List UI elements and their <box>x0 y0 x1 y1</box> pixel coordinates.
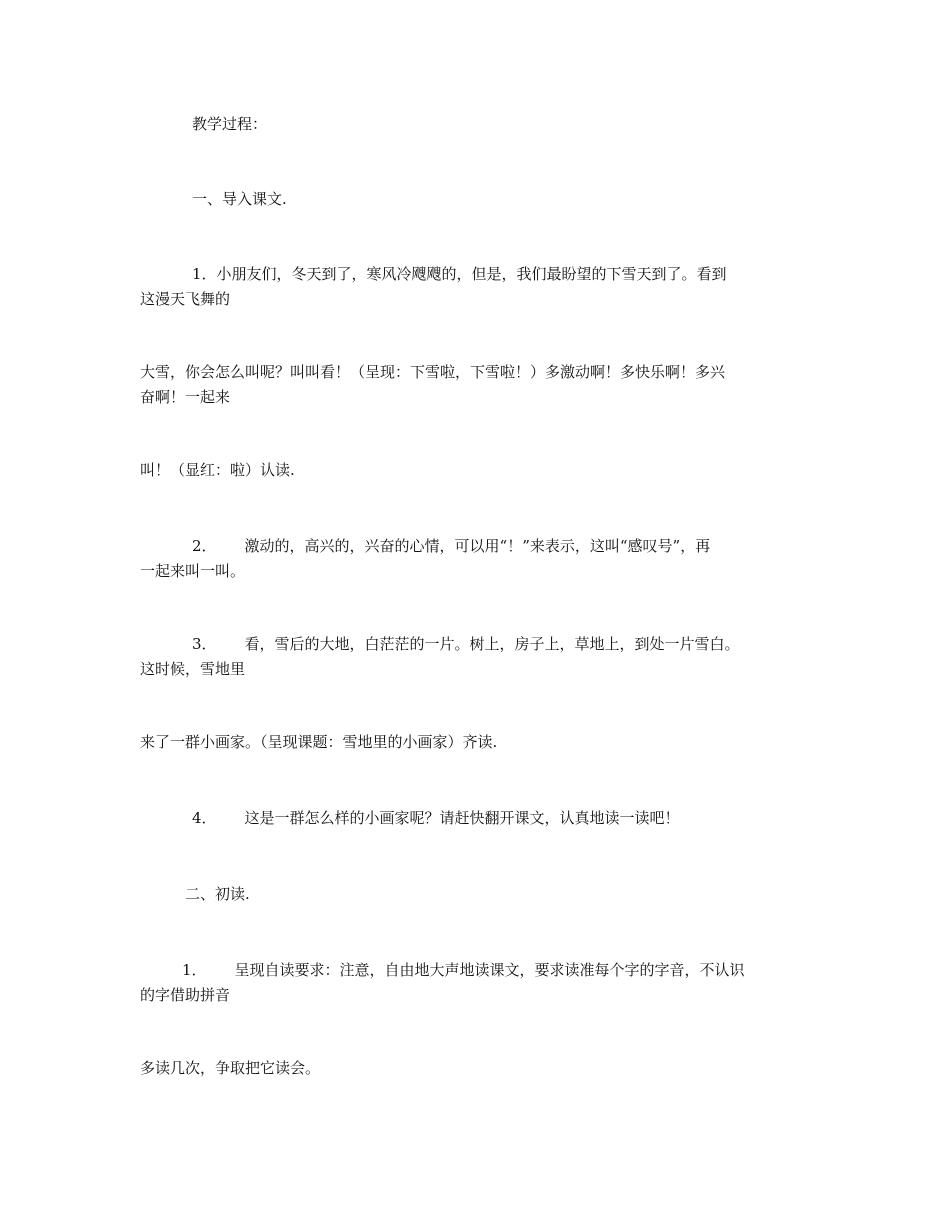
s1-item-2-number: 2． <box>192 537 217 555</box>
s1-item-3-number: 3． <box>192 635 217 653</box>
s1-item-2-text: 激动的，高兴的，兴奋的心情，可以用“！”来表示，这叫“感叹号”，再 <box>244 537 711 555</box>
s1-item-2: 2． 激动的，高兴的，兴奋的心情，可以用“！”来表示，这叫“感叹号”，再 一起来叫一叫。 <box>140 537 711 580</box>
s1-item-3: 3． 看，雪后的大地，白茫茫的一片。树上，房子上，草地上，到处一片雪白。 这时候，雪地里 <box>140 635 740 678</box>
s1-item-1-continued: 大雪，你会怎么叫呢？叫叫看！（呈现：下雪啦，下雪啦！）多激动啊！多快乐啊！多兴 奋啊！一起来 <box>140 363 726 406</box>
s2-item-1-end: 多读几次，争取把它读会。 <box>140 1059 321 1077</box>
s2-item-1: 1． 呈现自读要求：注意，自由地大声地读课文，要求读准每个字的字音，不认识 的字借助拼音 <box>140 961 745 1004</box>
s1-item-4-text: 这是一群怎么样的小画家呢？请赶快翻开课文，认真地读一读吧！ <box>244 809 680 827</box>
section-2-title: 二、初读. <box>185 885 250 903</box>
s1-item-1: 1．小朋友们，冬天到了，寒风冷飕飕的，但是，我们最盼望的下雪天到了。看到 这漫天飞舞的 <box>140 265 727 308</box>
s2-item-1-number: 1． <box>182 961 207 979</box>
section-1-title: 一、导入课文. <box>192 190 287 208</box>
s1-item-3-end: 来了一群小画家。（呈现课题：雪地里的小画家）齐读. <box>140 733 498 751</box>
s1-item-4 <box>140 806 810 831</box>
s1-item-4-number: 4． <box>192 809 217 827</box>
s1-item-3-text: 看，雪后的大地，白茫茫的一片。树上，房子上，草地上，到处一片雪白。 <box>244 635 740 653</box>
s2-item-1-text: 呈现自读要求：注意，自由地大声地读课文，要求读准每个字的字音，不认识 <box>234 961 745 979</box>
s1-item-1-end: 叫！（显红：啦）认读. <box>140 461 295 479</box>
heading-teaching-process: 教学过程： <box>192 115 268 133</box>
